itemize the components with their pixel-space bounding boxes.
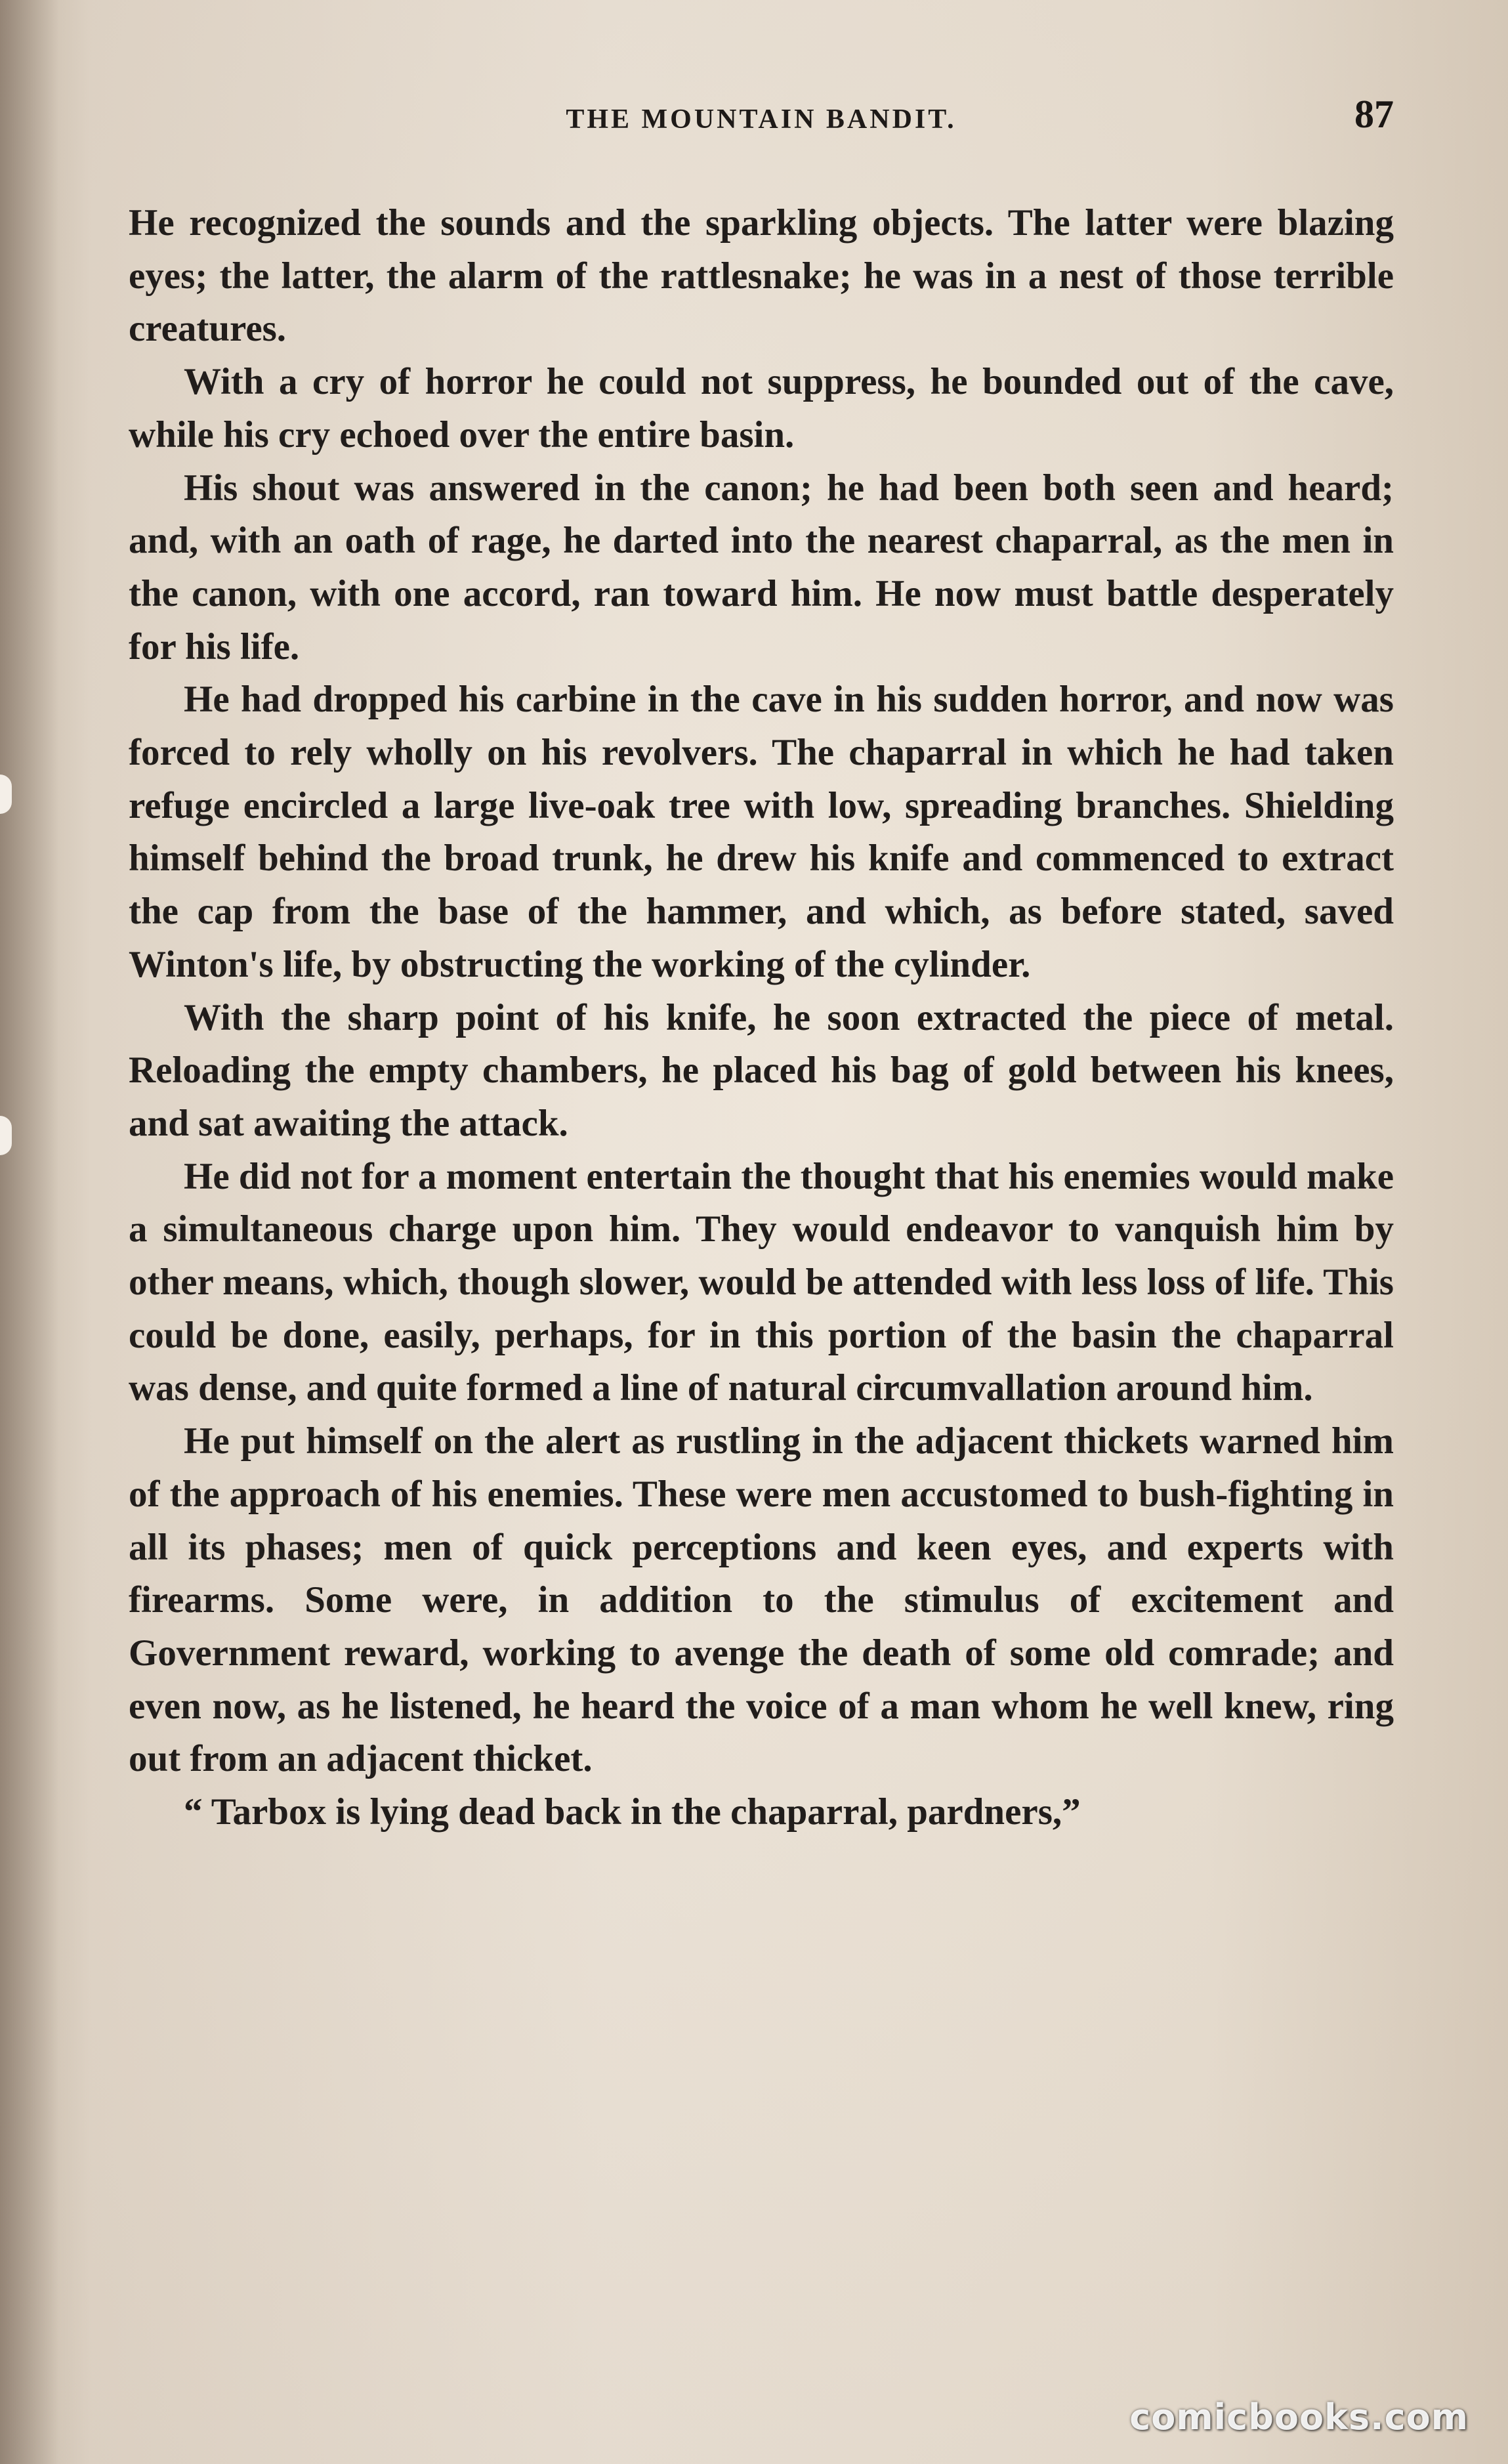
running-head	[129, 93, 1394, 151]
paragraph: With a cry of horror he could not suppress, he bounded out of the cave, while his cry echoed over the entire basin.	[129, 361, 1394, 456]
spine-shadow	[0, 0, 59, 2464]
page-edge-notch	[0, 1116, 12, 1155]
page-edge-notch	[0, 775, 12, 814]
watermark: comicbooks.com	[1129, 2396, 1469, 2438]
paragraph: With the sharp point of his knife, he soon extracted the piece of metal. Reloading the empty chambers, he placed his bag of gold between his knees, and sat awaiting the attack.	[129, 996, 1394, 1144]
body-text	[129, 197, 1394, 1839]
page-number: 87	[1354, 93, 1394, 136]
paragraph: He put himself on the alert as rustling in the adjacent thickets warned him of the approach of his enemies. These were men accustomed to bush-fighting in all its phases; men of quick perceptions and keen eyes, and experts with firearms. Some were, in addition to the stimulus of excitement and Government reward, working to avenge the death of some old comrade; and even now, as he listened, he heard the voice of a man whom he well knew, ring out from an adjacent thicket.	[129, 1420, 1394, 1780]
paragraph: He recognized the sounds and the sparkling objects. The latter were blazing eyes; the latter, the alarm of the rattlesnake; he was in a nest of those terrible creatures.	[129, 202, 1394, 350]
running-title: THE MOUNTAIN BANDIT.	[566, 104, 957, 135]
paragraph: He had dropped his carbine in the cave in his sudden horror, and now was forced to rely wholly on his revolvers. The chaparral in which he had taken refuge encircled a large live-oak tree with low, spreading branches. Shielding himself behind the broad trunk, he drew his knife and commenced to extract the cap from the base of the hammer, and which, as before stated, saved Winton's life, by obstructing the working of the cylinder.	[129, 679, 1394, 985]
paragraph: He did not for a moment entertain the thought that his enemies would make a simultaneous charge upon him. They would endeavor to vanquish him by other means, which, though slower, would be attended with less loss of life. This could be done, easily, perhaps, for in this portion of the basin the chaparral was dense, and quite formed a line of natural circumvallation around him.	[129, 1155, 1394, 1409]
paragraph: “ Tarbox is lying dead back in the chaparral, pardners,”	[184, 1791, 1081, 1833]
paragraph: His shout was answered in the canon; he had been both seen and heard; and, with an oath of rage, he darted into the nearest chaparral, as the men in the canon, with one accord, ran toward him. He now must battle desperately for his life.	[129, 467, 1394, 668]
